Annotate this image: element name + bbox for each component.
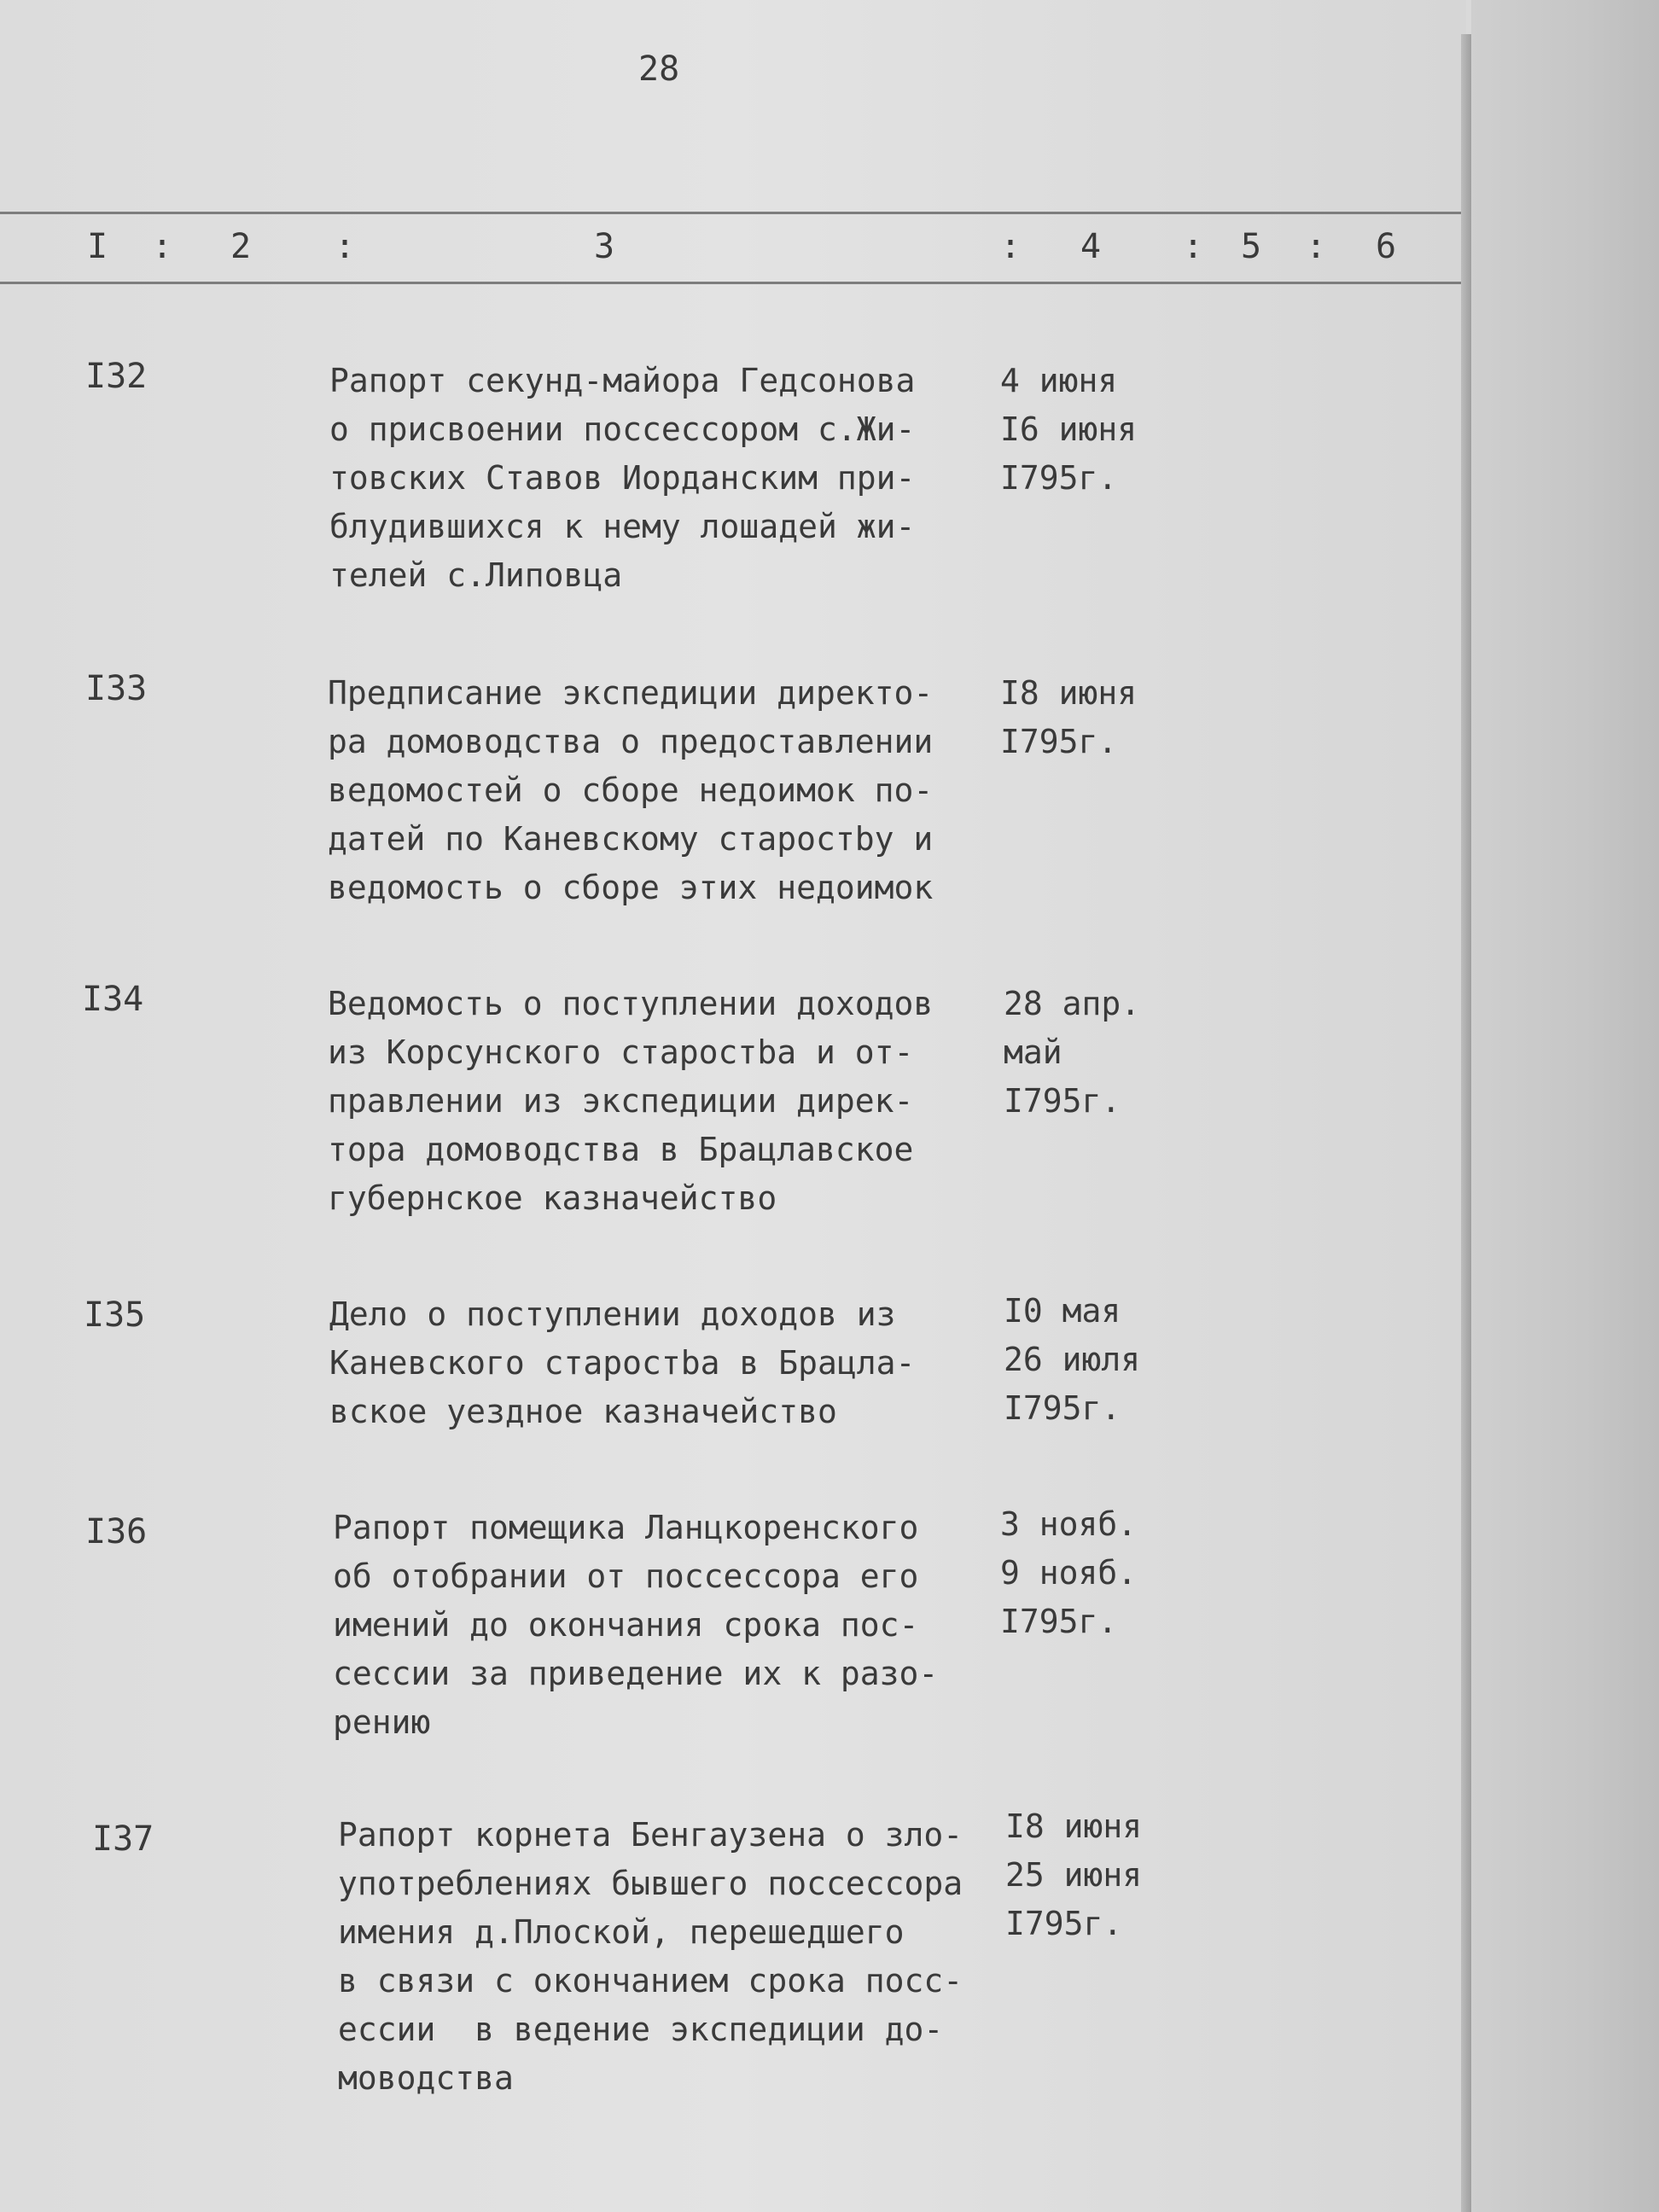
entry-dates [1005, 1802, 1142, 1948]
entry-line: Рапорт корнета Бенгаузена о зло- [338, 1816, 963, 1854]
entry-line: сессии за приведение их к разо- [333, 1655, 939, 1692]
entry-date-line: I795г. [1000, 1603, 1118, 1640]
entry-line: датей по Каневскому старостbу и [328, 820, 934, 858]
entry-date-line: I8 июня [1000, 674, 1138, 712]
entry-dates [1004, 1287, 1140, 1433]
entry-line: ведомостей о сборе недоимок по- [328, 771, 934, 809]
entry-line: о присвоении поссессором с.Жи- [329, 410, 916, 448]
entry-line: товских Ставов Иорданским при- [329, 459, 916, 497]
entry-date-line: I795г. [1004, 1082, 1121, 1120]
entry-line: ра домоводства о предоставлении [328, 723, 934, 760]
column-separator: : [1000, 227, 1022, 266]
entry-number: I37 [92, 1819, 154, 1859]
column-header-5: 5 [1241, 227, 1262, 266]
entry-description [328, 669, 933, 912]
underlying-paper [1471, 0, 1659, 2212]
header-rule-bottom [0, 282, 1463, 284]
page-number: 28 [638, 49, 680, 89]
entry-description [329, 1290, 915, 1436]
column-header-2: 2 [230, 227, 252, 266]
entry-line: губернское казначейство [328, 1179, 777, 1217]
entry-date-line: 25 июня [1005, 1856, 1143, 1894]
entry-date-line: 9 нояб. [1000, 1554, 1138, 1592]
entry-number: I32 [85, 357, 148, 396]
entry-date-line: I795г. [1000, 459, 1118, 497]
entry-dates [1000, 669, 1137, 766]
entry-line: блудившихся к нему лошадей жи- [329, 508, 916, 545]
entry-line: тора домоводства в Брацлавское [328, 1131, 914, 1168]
entry-date-line: I0 мая [1004, 1292, 1121, 1330]
entry-dates [1000, 357, 1137, 503]
entry-description [338, 1811, 963, 2103]
entry-date-line: I795г. [1005, 1905, 1123, 1942]
entry-line: Дело о поступлении доходов из [329, 1295, 896, 1333]
entry-date-line: май [1004, 1033, 1062, 1071]
column-header-4: 4 [1080, 227, 1102, 266]
entry-date-line: I795г. [1004, 1389, 1121, 1427]
column-separator: : [335, 227, 356, 266]
entry-number: I36 [85, 1512, 148, 1551]
entry-date-line: 26 июля [1004, 1341, 1141, 1378]
column-header-1: I [87, 227, 108, 266]
entry-line: имений до окончания срока пос- [333, 1606, 919, 1644]
entry-date-line: 3 нояб. [1000, 1505, 1138, 1543]
column-separator: : [1183, 227, 1204, 266]
entry-line: правлении из экспедиции дирек- [328, 1082, 914, 1120]
entry-dates [1000, 1500, 1137, 1646]
entry-line: вское уездное казначейство [329, 1393, 837, 1430]
entry-dates [1004, 980, 1140, 1126]
entry-number: I35 [84, 1295, 146, 1335]
entry-number: I33 [85, 669, 148, 708]
entry-date-line: 4 июня [1000, 362, 1118, 399]
column-separator: : [1306, 227, 1327, 266]
entry-date-line: I795г. [1000, 723, 1118, 760]
entry-line: об отобрании от поссессора его [333, 1557, 919, 1595]
entry-date-line: I6 июня [1000, 410, 1138, 448]
entry-line: Ведомость о поступлении доходов [328, 985, 934, 1022]
entry-line: Рапорт секунд-майора Гедсонова [329, 362, 916, 399]
column-header-3: 3 [594, 227, 615, 266]
header-rule-top [0, 212, 1463, 214]
entry-line: употреблениях бывшего поссессора [338, 1865, 963, 1902]
entry-date-line: 28 апр. [1004, 985, 1141, 1022]
sheet-edge [1461, 34, 1471, 2212]
column-separator: : [152, 227, 173, 266]
entry-line: моводства [338, 2059, 514, 2097]
entry-line: телей с.Липовца [329, 556, 623, 594]
entry-line: в связи с окончанием срока посс- [338, 1962, 963, 2000]
entry-description [328, 980, 933, 1223]
entry-line: рению [333, 1703, 431, 1741]
entry-line: из Корсунского старостbа и от- [328, 1033, 914, 1071]
entry-line: имения д.Плоской, перешедшего [338, 1913, 905, 1951]
entry-line: Рапорт помещика Ланцкоренского [333, 1509, 919, 1546]
entry-date-line: I8 июня [1005, 1807, 1143, 1845]
entry-line: ессии в ведение экспедиции до- [338, 2011, 944, 2048]
entry-description [333, 1504, 938, 1747]
entry-number: I34 [82, 980, 144, 1019]
entry-line: Предписание экспедиции директо- [328, 674, 934, 712]
entry-line: ведомость о сборе этих недоимок [328, 869, 934, 906]
entry-description [329, 357, 915, 600]
entry-line: Каневского старостbа в Брацла- [329, 1344, 916, 1382]
column-header-6: 6 [1376, 227, 1397, 266]
